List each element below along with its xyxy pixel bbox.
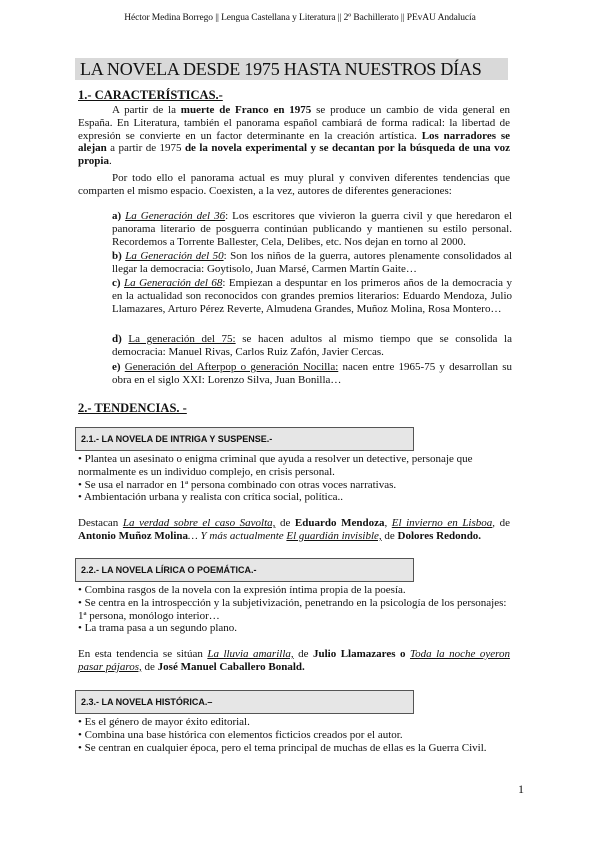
- tendency-1-examples: Destacan La verdad sobre el caso Savolta, de Eduardo Mendoza, El invierno en Lisboa, de Antonio Muñoz Molina… Y más actualmente El guardián invisible, de Dolores Redondo.: [78, 517, 510, 542]
- page-number: 1: [518, 782, 524, 796]
- list-item: • Se centran en cualquier época, pero el tema principal de muchas de ellas es la Guerra Civil.: [78, 741, 487, 754]
- generation-b: b) La Generación del 50: Son los niños de la guerra, autores plenamente consolidados al llegar la democracia: Goytisolo, Juan Marsé, Carmen Martín Gaite…: [112, 250, 513, 275]
- tendency-3-bullets: [78, 716, 510, 754]
- tendency-1-bullets: [78, 453, 510, 504]
- list-item: • La trama pasa a un segundo plano.: [78, 622, 238, 635]
- list-item: • Se usa el narrador en 1ª persona combinado con otras voces narrativas.: [78, 478, 397, 491]
- tendency-2-bullets: [78, 584, 510, 635]
- section-1-paragraph-1: A partir de la muerte de Franco en 1975 se produce un cambio de vida general en España. En Literatura, también el panorama español cambiará de forma radical: la libertad de expresión se convierte en un factor determinante en la creación artística. Los narradores se alejan a partir de 1975 de la novela experimental y se decantan por la búsqueda de una voz propia.: [78, 104, 510, 168]
- section-1-heading: 1.- CARACTERÍSTICAS.-: [78, 88, 223, 102]
- tendency-2-box: 2.2.- LA NOVELA LÍRICA O POEMÁTICA.-: [75, 558, 414, 582]
- generation-e: e) Generación del Afterpop o generación Nocilla: nacen entre 1965-75 y desarrollan su obra en el siglo XXI: Lorenzo Silva, Juan Bonilla…: [112, 361, 512, 386]
- generation-d: d) La generación del 75: se hacen adultos al mismo tiempo que se consolida la democracia: Manuel Rivas, Carlos Ruiz Zafón, Javier Cercas.: [112, 333, 512, 358]
- section-2-heading: 2.- TENDENCIAS. -: [78, 401, 187, 415]
- document-title: LA NOVELA DESDE 1975 HASTA NUESTROS DÍAS: [80, 59, 482, 79]
- page-header: Héctor Medina Borrego || Lengua Castellana y Literatura || 2º Bachillerato || PEvAU Andalucía: [124, 13, 476, 23]
- tendency-3-box: 2.3.- LA NOVELA HISTÓRICA.–: [75, 690, 414, 714]
- list-item: • Es el género de mayor éxito editorial.: [78, 716, 250, 728]
- section-1-paragraph-2: Por todo ello el panorama actual es muy plural y conviven diferentes tendencias que comparten el mismo espacio. Coexisten, a la vez, autores de diferentes generaciones:: [78, 172, 510, 197]
- tendency-1-box: 2.1.- LA NOVELA DE INTRIGA Y SUSPENSE.-: [75, 427, 414, 451]
- list-item: • Combina rasgos de la novela con la expresión íntima propia de la poesía.: [78, 584, 406, 596]
- list-item: • Combina una base histórica con elementos ficticios creados por el autor.: [78, 728, 403, 741]
- list-item: • Ambientación urbana y realista con crítica social, política..: [78, 491, 344, 504]
- generation-a: a) La Generación del 36: Los escritores que vivieron la guerra civil y que heredaron el panorama literario de posguerra continúan publicando y mantienen su estilo personal. Recordemos a Torrente Ballester, Cela, Delibes, etc. Nos dejan en torno al 2000.: [112, 210, 513, 248]
- list-item: • Se centra en la introspección y la subjetivización, penetrando en la psicología de los personajes: 1ª persona, monólogo interior…: [78, 596, 507, 622]
- generation-c: c) La Generación del 68: Empiezan a despuntar en los primeros años de la democracia y en la actualidad son reconocidos con grandes premios literarios: Eduardo Mendoza, Julio Llamazares, Arturo Pérez Reverte, Almudena Grandes, Muñoz Molina, Rosa Montero…: [112, 277, 512, 315]
- list-item: • Plantea un asesinato o enigma criminal que ayuda a resolver un detective, personaje que normalmente es un individuo complejo, en crisis personal.: [78, 453, 473, 478]
- tendency-2-examples: En esta tendencia se sitúan La lluvia amarilla, de Julio Llamazares o Toda la noche oyeron pasar pájaros, de José Manuel Caballero Bonald.: [78, 648, 511, 673]
